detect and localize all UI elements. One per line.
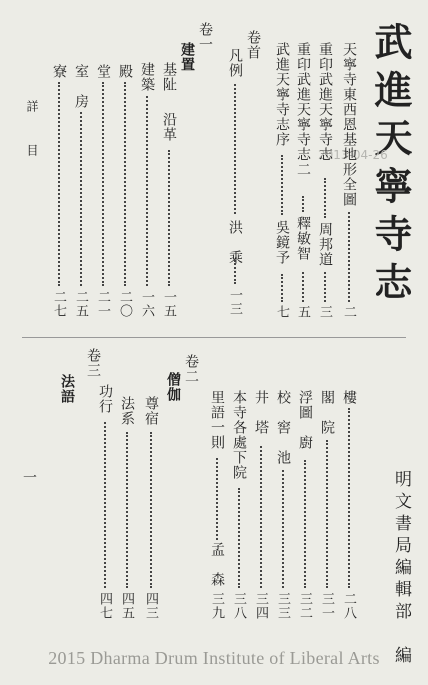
leader-dots	[58, 82, 60, 286]
leader-dots	[302, 272, 304, 302]
section-heading: 法語	[59, 374, 75, 404]
publisher: 明文書局編輯部 編	[391, 470, 411, 668]
leader-dots	[348, 408, 350, 588]
toc-entry-label: 殿	[117, 64, 133, 79]
toc-entry-page: 二七	[51, 290, 66, 318]
leader-dots	[324, 272, 326, 302]
leader-dots	[281, 155, 283, 215]
leader-dots	[234, 260, 236, 284]
toc-entry-author: 孟 森	[209, 542, 225, 587]
toc-entry-page: 三三	[275, 592, 290, 620]
toc-entry-label: 本寺各處下院	[231, 390, 247, 480]
book-title: 武進天寧寺志	[368, 22, 413, 310]
leader-dots	[348, 212, 350, 302]
side-label: 詳 目	[25, 100, 39, 166]
volume-heading: 卷一	[197, 22, 213, 52]
leader-dots	[302, 196, 304, 212]
toc-entry-label: 凡例	[227, 48, 243, 78]
toc-entry-page: 四三	[143, 592, 158, 620]
toc-entry-page: 一六	[139, 290, 154, 318]
toc-entry-label: 寮	[51, 64, 67, 79]
toc-entry-label: 室 房	[73, 64, 89, 109]
toc-entry-page: 一三	[227, 288, 242, 316]
toc-entry-label: 閣 院	[319, 390, 335, 435]
leader-dots	[304, 460, 306, 588]
toc-entry-author: 周邦道	[317, 222, 333, 267]
toc-entry-label: 重印武進天寧寺志	[317, 42, 333, 162]
section-heading: 僧伽	[165, 372, 181, 402]
toc-entry-label: 功行	[97, 384, 113, 414]
toc-entry-page: 二一	[95, 290, 110, 318]
leader-dots	[168, 150, 170, 286]
toc-entry-label: 樓	[341, 390, 357, 405]
leader-dots	[324, 178, 326, 218]
toc-entry-label: 基阯	[161, 62, 177, 92]
toc-entry-page: 三	[317, 305, 332, 319]
toc-entry-page: 四五	[119, 592, 134, 620]
page-number: 一	[21, 470, 37, 484]
toc-entry-label: 浮圖 廚	[297, 390, 313, 450]
date-stamp: 2013-04-26	[318, 148, 388, 162]
section-heading: 建置	[179, 42, 195, 72]
toc-entry-label: 尊宿	[143, 396, 159, 426]
toc-entry-author: 釋敏智	[295, 216, 311, 261]
leader-dots	[260, 446, 262, 588]
leader-dots	[326, 440, 328, 588]
leader-dots	[126, 432, 128, 588]
volume-heading: 卷二	[183, 354, 199, 384]
toc-entry-label: 校 窖 池	[275, 390, 291, 465]
toc-entry-page: 二〇	[117, 290, 132, 318]
toc-entry-label: 建築	[139, 62, 155, 92]
leader-dots	[238, 488, 240, 588]
toc-entry-label: 堂	[95, 64, 111, 79]
toc-entry-page: 一五	[161, 290, 176, 318]
toc-entry-page: 五	[295, 305, 310, 319]
leader-dots	[282, 470, 284, 588]
toc-entry-page: 二八	[341, 592, 356, 620]
leader-dots	[102, 82, 104, 286]
volume-heading: 卷三	[85, 348, 101, 378]
leader-dots	[124, 82, 126, 286]
toc-entry-page: 四七	[97, 592, 112, 620]
toc-entry-page: 三九	[209, 592, 224, 620]
toc-entry-page: 三八	[231, 592, 246, 620]
toc-entry-author: 吳鏡予	[274, 220, 290, 265]
toc-entry-label: 天寧寺東西恩基地形全圖	[341, 42, 357, 207]
toc-entry-page: 三一	[319, 592, 334, 620]
toc-entry-page: 二	[341, 305, 356, 319]
leader-dots	[104, 422, 106, 588]
toc-entry-page: 三四	[253, 592, 268, 620]
leader-dots	[146, 96, 148, 286]
volume-heading: 卷首	[245, 30, 261, 60]
watermark-footer: 2015 Dharma Drum Institute of Liberal Arts	[48, 648, 380, 668]
leader-dots	[80, 112, 82, 286]
leader-dots	[150, 432, 152, 588]
leader-dots	[234, 84, 236, 214]
leader-dots	[281, 274, 283, 302]
toc-entry-label: 武進天寧寺志序	[274, 42, 290, 147]
toc-entry-label: 沿革	[161, 112, 177, 142]
toc-entry-author: 洪 乘	[227, 220, 243, 265]
toc-entry-page: 二五	[73, 290, 88, 318]
section-divider	[22, 337, 406, 338]
toc-entry-label: 井 塔	[253, 390, 269, 435]
toc-entry-label: 里語一則	[209, 390, 225, 450]
toc-entry-label: 重印武進天寧寺志二	[295, 42, 311, 177]
toc-entry-label: 法系	[119, 396, 135, 426]
toc-entry-page: 三二	[297, 592, 312, 620]
leader-dots	[216, 458, 218, 540]
toc-entry-page: 七	[274, 305, 289, 319]
